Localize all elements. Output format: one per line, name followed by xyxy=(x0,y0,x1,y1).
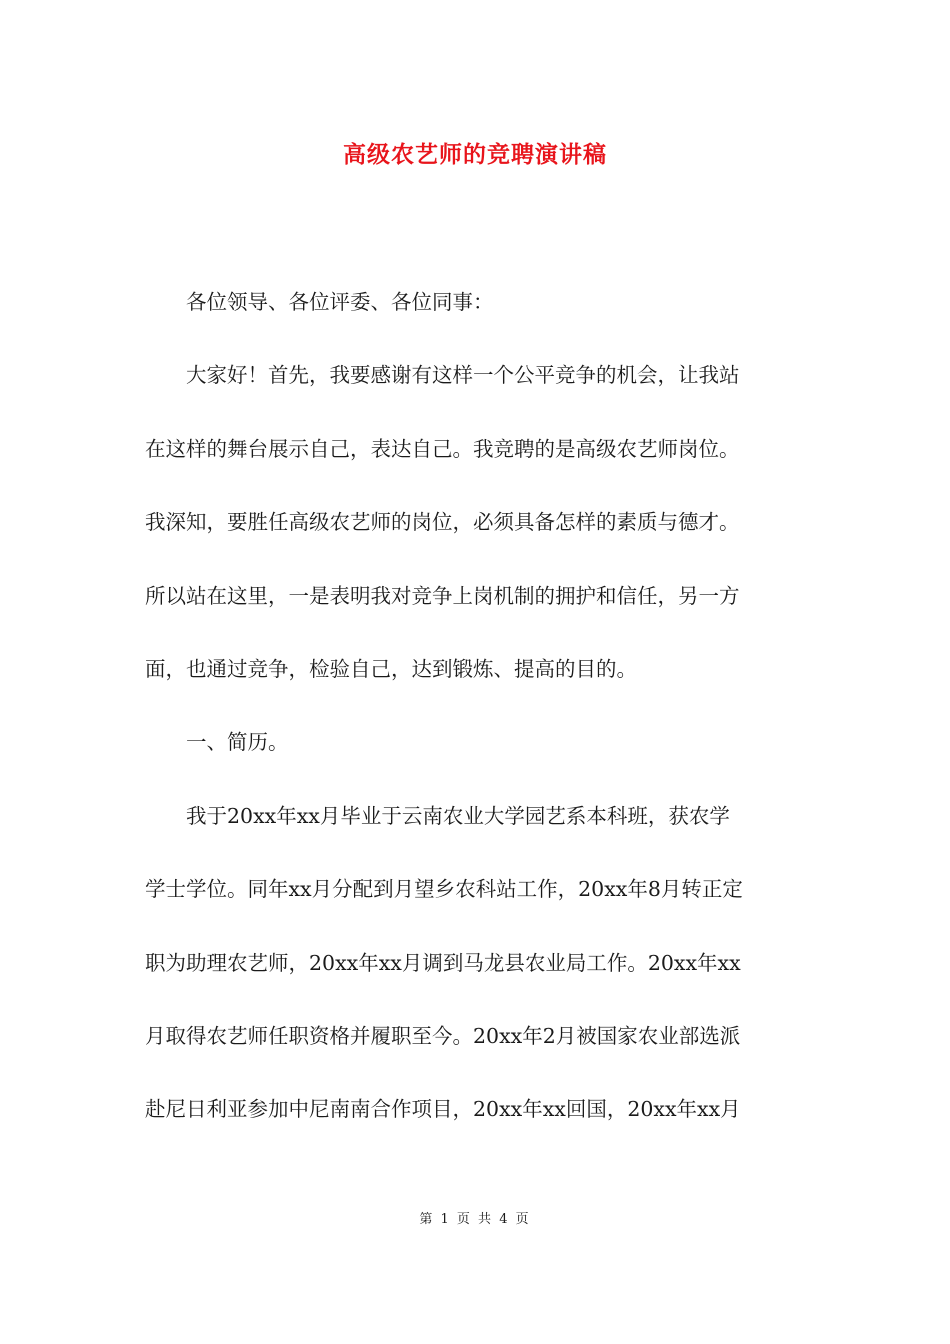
paragraph-line: 大家好！首先，我要感谢有这样一个公平竞争的机会，让我站 xyxy=(145,363,740,388)
document-title: 高级农艺师的竞聘演讲稿 xyxy=(343,141,607,168)
paragraph-line: 所以站在这里，一是表明我对竞争上岗机制的拥护和信任，另一方 xyxy=(145,583,740,608)
document-body xyxy=(145,266,807,1147)
paragraph-line: 在这样的舞台展示自己，表达自己。我竞聘的是高级农艺师岗位。 xyxy=(145,436,740,461)
paragraph-line: 月取得农艺师任职资格并履职至今。20xx年2月被国家农业部选派 xyxy=(145,1023,741,1048)
page-number: 第 1 页 共 4 页 xyxy=(419,1212,531,1227)
paragraph-line: 赴尼日利亚参加中尼南南合作项目，20xx年xx回国，20xx年xx月 xyxy=(145,1097,741,1122)
paragraph-line: 我于20xx年xx月毕业于云南农业大学园艺系本科班，获农学 xyxy=(145,803,730,828)
greeting-line: 各位领导、各位评委、各位同事： xyxy=(145,290,494,314)
paragraph-line: 我深知，要胜任高级农艺师的岗位，必须具备怎样的素质与德才。 xyxy=(145,510,740,535)
paragraph-line: 职为助理农艺师，20xx年xx月调到马龙县农业局工作。20xx年xx xyxy=(145,950,741,975)
section-heading: 一、简历。 xyxy=(145,730,289,755)
paragraph-line: 学士学位。同年xx月分配到月望乡农科站工作，20xx年8月转正定 xyxy=(145,877,743,902)
paragraph-line: 面，也通过竞争，检验自己，达到锻炼、提高的目的。 xyxy=(145,656,637,681)
